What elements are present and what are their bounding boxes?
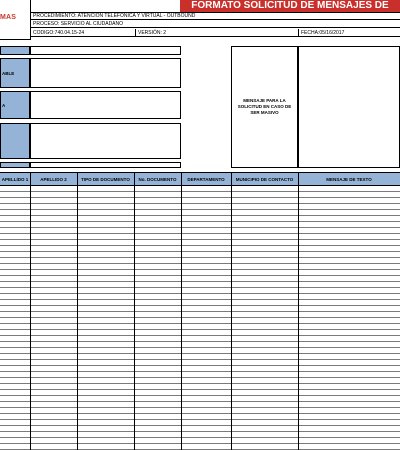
- field-responsable[interactable]: [30, 58, 181, 88]
- label-row-1: [0, 46, 30, 55]
- col-no-documento: No. DOCUMENTO: [138, 176, 177, 182]
- col-divider: [77, 172, 78, 450]
- col-apellido-1: APELLIDO 1: [1, 176, 29, 182]
- mensaje-label: MENSAJE PARA LA SOLICITUD EN CASO DE SER MASIVO: [237, 98, 292, 115]
- col-divider: [181, 172, 182, 450]
- label-responsable-text: ABLE: [2, 70, 15, 76]
- col-apellido-2: APELLIDO 2: [40, 176, 67, 182]
- col-divider: [30, 172, 31, 450]
- codigo-line: CODIGO:740.04.15-24: [31, 29, 136, 37]
- field-a[interactable]: [30, 91, 181, 119]
- field-row-1[interactable]: [30, 46, 181, 55]
- col-tipo-documento: TIPO DE DOCUMENTO: [81, 176, 130, 182]
- label-row-4: [0, 123, 30, 159]
- col-mensaje-texto: MENSAJE DE TEXTO: [326, 176, 372, 182]
- form-title: FORMATO SOLICITUD DE MENSAJES DE TEXTO: [180, 0, 400, 12]
- logo: MAS: [0, 14, 17, 21]
- col-divider: [134, 172, 135, 450]
- col-divider: [298, 172, 299, 450]
- fecha-line: FECHA:05/16/2017: [298, 29, 400, 37]
- col-divider: [231, 172, 232, 450]
- label-a: [0, 91, 30, 119]
- logo-cell: [0, 0, 31, 40]
- field-row-4[interactable]: [30, 123, 181, 159]
- label-responsable: [0, 58, 30, 88]
- version-line: VERSIÓN: 2: [136, 29, 298, 37]
- proceso-line: PROCESO: SERVICIO AL CIUDADANO: [31, 20, 400, 28]
- col-municipio: MUNICIPIO DE CONTACTO: [235, 176, 294, 182]
- mensaje-masivo-field[interactable]: [298, 46, 400, 168]
- procedimiento-line: PROCEDIMIENTO: ATENCIÓN TELEFÓNICA Y VIRTUAL - OUTBOUND: [31, 12, 400, 20]
- label-row-5: [0, 162, 30, 168]
- field-row-5[interactable]: [30, 162, 181, 168]
- col-departamento: DEPARTAMENTO: [187, 176, 225, 182]
- label-a-text: A: [2, 102, 6, 108]
- table-rows[interactable]: [0, 186, 400, 450]
